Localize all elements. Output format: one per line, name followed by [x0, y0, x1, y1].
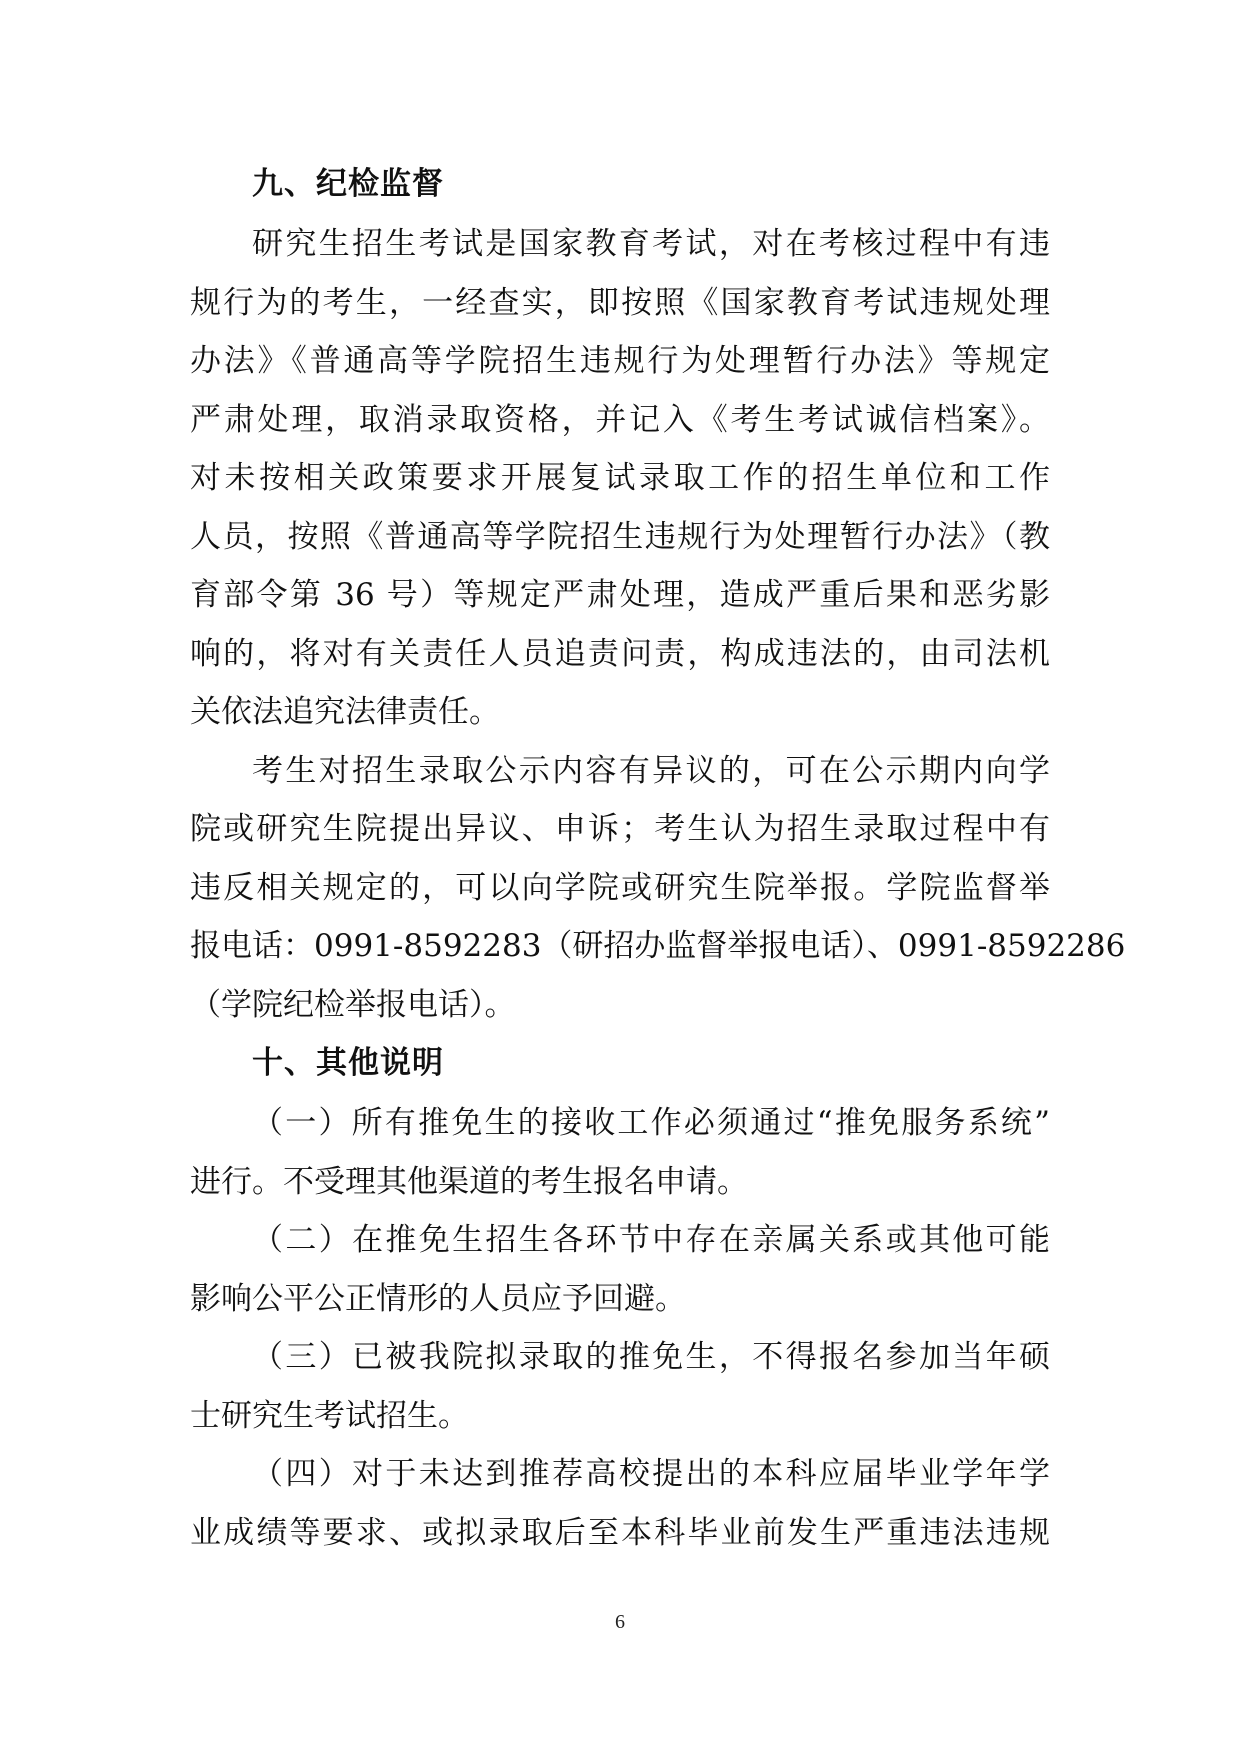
text-line: 关依法追究法律责任。 [190, 694, 500, 730]
text-line: 士研究生考试招生。 [190, 1397, 469, 1434]
text-line: 响的，将对有关责任人员追责问责，构成违法的，由司法机 [190, 635, 1050, 672]
text-line: （一）所有推免生的接收工作必须通过“推免服务系统” [252, 1105, 1050, 1141]
text-line: 严肃处理，取消录取资格，并记入《考生考试诚信档案》。 [190, 401, 1050, 438]
text-line: 进行。不受理其他渠道的考生报名申请。 [190, 1163, 748, 1200]
text-line: 报电话：0991-8592283（研招办监督举报电话）、0991-8592286 [190, 928, 1126, 964]
section-heading-10: 十、其他说明 [252, 1045, 444, 1081]
list-item-1 [190, 1094, 1050, 1211]
text-line: 业成绩等要求、或拟录取后至本科毕业前发生严重违法违规 [190, 1514, 1050, 1551]
text-line: 院或研究生院提出异议、申诉；考生认为招生录取过程中有 [190, 811, 1050, 847]
section-heading-9: 九、纪检监督 [252, 166, 444, 202]
text-line: （四）对于未达到推荐高校提出的本科应届毕业学年学 [252, 1456, 1050, 1492]
text-line: 考生对招生录取公示内容有异议的，可在公示期内向学 [252, 752, 1050, 789]
text-line: （三）已被我院拟录取的推免生，不得报名参加当年硕 [252, 1339, 1050, 1375]
text-line: （学院纪检举报电话）。 [190, 986, 516, 1023]
text-line: 办法》《普通高等学院招生违规行为处理暂行办法》等规定 [190, 343, 1050, 379]
text-line: 对未按相关政策要求开展复试录取工作的招生单位和工作 [190, 460, 1050, 496]
page-number: 6 [615, 1611, 625, 1633]
text-line: （二）在推免生招生各环节中存在亲属关系或其他可能 [252, 1222, 1050, 1258]
list-item-4 [190, 1445, 1050, 1562]
text-line: 规行为的考生，一经查实，即按照《国家教育考试违规处理 [190, 284, 1050, 321]
text-line: 人员，按照《普通高等学院招生违规行为处理暂行办法》（教 [190, 518, 1050, 555]
text-line: 育部令第 36 号）等规定严肃处理，造成严重后果和恶劣影 [190, 577, 1050, 613]
paragraph-discipline-1 [190, 215, 1050, 742]
text-line: 研究生招生考试是国家教育考试，对在考核过程中有违 [252, 226, 1050, 262]
text-line: 影响公平公正情形的人员应予回避。 [190, 1280, 686, 1317]
list-item-2 [190, 1211, 1050, 1328]
list-item-3 [190, 1328, 1050, 1445]
document-body [190, 155, 1126, 1562]
paragraph-discipline-2 [190, 742, 1126, 1035]
text-line: 违反相关规定的，可以向学院或研究生院举报。学院监督举 [190, 869, 1050, 906]
